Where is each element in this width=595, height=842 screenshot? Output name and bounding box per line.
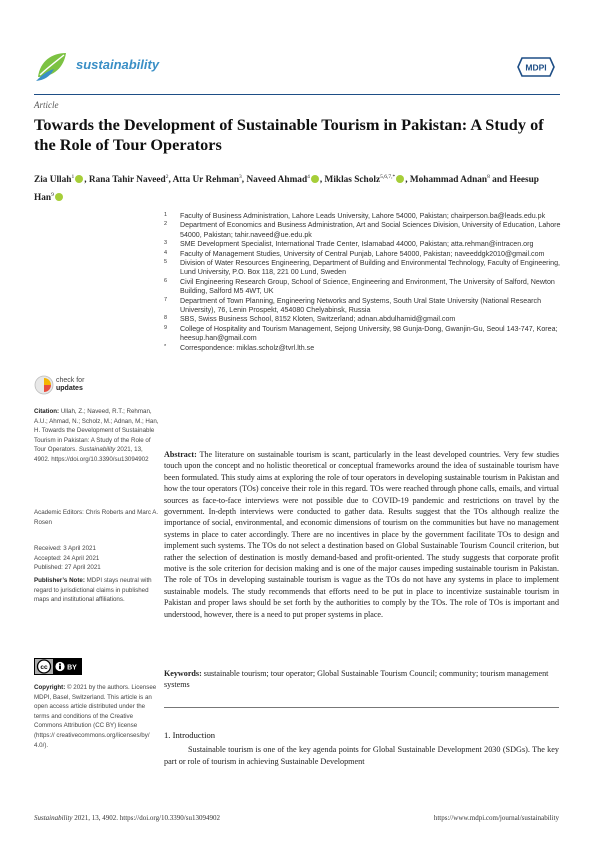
affiliation-number: * — [164, 343, 167, 350]
abstract — [164, 449, 559, 620]
footer-citation — [34, 814, 220, 822]
mdpi-logo[interactable] — [516, 56, 556, 78]
footer-journal: Sustainability — [34, 814, 73, 822]
citation-text: Ullah, Z.; Naveed, R.T.; Rehman, A.U.; Ahmad, N.; Scholz, M.; Adnan, M.; Han, H. Towards the Development of Sustainable Tourism in Pakistan: A Study of the Role of Tour Operators. — [34, 408, 159, 454]
footer-journal-url[interactable]: https://www.mdpi.com/journal/sustainability — [433, 814, 559, 822]
author-name[interactable]: Naveed Ahmad — [246, 175, 308, 186]
author-name[interactable]: Heesup Han — [34, 175, 539, 203]
affiliation-item — [164, 315, 564, 324]
journal-leaf-logo — [34, 47, 70, 83]
keywords-text: sustainable tourism; tour operator; Global Sustainable Tourism Council; community; tourism management systems — [164, 669, 549, 690]
journal-name[interactable]: sustainability — [76, 57, 160, 72]
keywords — [164, 668, 559, 691]
check-for-updates-line1: check for — [56, 377, 85, 384]
cc-by-text: BY — [67, 664, 77, 672]
check-for-updates-badge[interactable] — [34, 375, 114, 397]
author-affiliation-marker: 2 — [165, 174, 169, 180]
affiliation-text: Department of Economics and Business Administration, Art and Social Sciences Division, University of Education, Lahore 54000, Pakistan; tahir.naveed@ue.edu.pk — [180, 221, 561, 239]
affiliation-item — [164, 240, 564, 249]
author-affiliation-marker: 3 — [239, 174, 242, 180]
author-separator: , — [84, 175, 89, 186]
affiliation-text: Faculty of Business Administration, Lahore Leads University, Lahore 54000, Pakistan; chairperson.ba@leads.edu.pk — [180, 212, 546, 220]
copyright-label: Copyright: — [34, 684, 66, 691]
published-date: Published: 27 April 2021 — [34, 564, 101, 572]
paper-title: Towards the Development of Sustainable Tourism in Pakistan: A Study of the Role of Tour Operators — [34, 115, 544, 154]
affiliation-number: 8 — [164, 315, 168, 322]
cc-badge-text: cc — [40, 664, 48, 671]
publisher-note-label: Publisher’s Note: — [34, 577, 85, 584]
orcid-icon[interactable] — [311, 175, 319, 183]
cc-by-license-badge[interactable] — [34, 658, 82, 675]
author-separator: , — [241, 175, 247, 186]
check-for-updates-icon — [34, 375, 54, 395]
affiliation-number: 9 — [164, 324, 168, 331]
affiliation-item — [164, 297, 564, 316]
section-heading: 1. Introduction — [164, 730, 216, 740]
affiliation-number: 1 — [164, 212, 168, 218]
affiliation-number: 6 — [164, 277, 168, 284]
mdpi-logo-text: MDPI — [525, 62, 547, 73]
received-date: Received: 3 April 2021 — [34, 545, 96, 552]
author-affiliation-marker: 1 — [71, 174, 75, 180]
citation-block — [34, 407, 159, 465]
affiliation-item — [164, 278, 564, 297]
article-type: Article — [34, 100, 59, 110]
orcid-icon[interactable] — [75, 175, 83, 183]
affiliation-item — [164, 250, 564, 259]
author-name[interactable]: Mohammad Adnan — [409, 175, 488, 186]
author-separator: , — [319, 175, 325, 186]
author-separator: , — [168, 175, 173, 186]
keywords-label: Keywords: — [164, 669, 202, 678]
author-affiliation-marker: 8 — [487, 174, 490, 180]
affiliation-list — [164, 212, 564, 353]
abstract-text: The literature on sustainable tourism is scant, particularly in the least developed countries. Very few studies touch upon the concept and no holistic theoretical or conceptual frameworks around the idea of sustainable tourism have been formulated. This study aims at exploring the role of tour operators in developing sustainable tourism in Pakistan and how the tour operators (TOs) conceive their role in this regard. TOs were reached through phone calls, emails, and virtual sources as face-to-face interviews were not possible due to COVID-19 pandemic and restrictions on travel by the government. In-depth interviews were conducted to gather data. Results suggest that the TOs although realize the importance of social, environmental, and economic dimensions of tourism on the communities but have no management systems in place to cater accordingly. There are no incentives in place by the government facilitate TOs to design and implement such systems. The TOs do not select a destination based on Global Sustainable Tourism Council criterion, but rather the selection of destination is mostly demand-based and profit-oriented. The study suggests that corporate profit motive is the sole criterion for decision making and is one of the major causes impeding sustainable tourism in Pakistan. The role of TOs in developing sustainable tourism is vague as the TOs do not have any systems in place to implement sustainable models. The study recommends that efforts need to be put in place to incentivize sustainable tourism in Pakistan and proper laws should be set forth by the authorities to comply by the TOs. The role of TOs is important and understood, however, there is a need to put proper systems in place. — [164, 450, 559, 619]
academic-editors: Academic Editors: Chris Roberts and Marc A. Rosen — [34, 509, 159, 526]
author-name[interactable]: Miklas Scholz — [324, 175, 381, 186]
author-name[interactable]: Rana Tahir Naveed — [88, 175, 166, 186]
author-separator: and — [489, 175, 510, 186]
affiliation-number: 7 — [164, 296, 168, 303]
copyright-notice — [34, 683, 159, 750]
author-name[interactable]: Zia Ullah — [34, 175, 72, 186]
affiliation-number: 5 — [164, 259, 168, 266]
check-for-updates-line2: updates — [56, 385, 83, 392]
affiliation-item — [164, 212, 564, 221]
publisher-note-text: MDPI stays neutral with regard to jurisdictional claims in published maps and institutional affiliations. — [34, 577, 152, 604]
author-affiliation-marker: 5,6,7,* — [380, 174, 396, 180]
author-list — [34, 170, 559, 205]
publication-dates — [34, 544, 159, 573]
affiliation-text: Faculty of Management Studies, University of Central Punjab, Lahore 54000, Pakistan; naveeddgk2010@gmail.com — [180, 249, 545, 258]
affiliation-text: College of Hospitality and Tourism Management, Sejong University, 98 Gunja-Dong, Gwanjin-Gu, Seoul 143-747, Korea; heesup.han@gmail.com — [180, 324, 558, 343]
affiliation-item — [164, 221, 564, 240]
affiliation-item — [164, 325, 564, 344]
affiliation-text: Department of Town Planning, Engineering Networks and Systems, South Ural State University (National Research University), 76, Lenin Prospekt, 454080 Chelyabinsk, Russia — [180, 296, 542, 315]
author-affiliation-marker: 9 — [51, 191, 54, 198]
author-name[interactable]: Atta Ur Rehman — [172, 175, 240, 186]
affiliation-text: SME Development Specialist, International Trade Center, Islamabad 44000, Pakistan; atta.rehman@intracen.org — [180, 240, 534, 249]
affiliation-item — [164, 344, 564, 353]
citation-label: Citation: — [34, 408, 60, 415]
orcid-icon[interactable] — [55, 193, 63, 201]
affiliation-text: SBS, Swiss Business School, 8152 Kloten, Switzerland; adnan.abdulhamid@gmail.com — [180, 315, 456, 324]
affiliation-text: Civil Engineering Research Group, School of Science, Engineering and Environment, The University of Salford, Newton Building, Salford M5 4WT, UK — [180, 277, 555, 296]
header-rule — [34, 94, 560, 95]
citation-journal: Sustainability — [78, 446, 116, 454]
affiliation-number: 2 — [164, 221, 168, 228]
abstract-label: Abstract: — [164, 450, 197, 459]
affiliation-text: Correspondence: miklas.scholz@tvrl.lth.se — [180, 343, 315, 352]
author-affiliation-marker: 4 — [307, 174, 310, 180]
publisher-note — [34, 576, 159, 605]
footer-citation-text[interactable]: 2021, 13, 4902. https://doi.org/10.3390/su13094902 — [74, 814, 220, 822]
copyright-text: © 2021 by the authors. Licensee MDPI, Basel, Switzerland. This article is an open access article distributed under the terms and conditions of the Creative Commons Attribution (CC BY) license (https:// creativecommons.org/licenses/by/ 4.0/). — [34, 684, 157, 749]
affiliation-number: 3 — [164, 240, 168, 247]
citation-doi[interactable]: 2021, 13, 4902. https://doi.org/10.3390/su13094902 — [34, 446, 149, 463]
affiliation-number: 4 — [164, 249, 168, 256]
introduction-paragraph: Sustainable tourism is one of the key agenda points for Global Sustainable Development 2030 (SDGs). The key part or role of tourism in achieving Sustainable Development — [164, 745, 559, 766]
affiliation-item — [164, 259, 564, 278]
accepted-date: Accepted: 24 April 2021 — [34, 554, 100, 562]
orcid-icon[interactable] — [396, 175, 404, 183]
affiliation-text: Division of Water Resources Engineering, Department of Building and Environmental Technology, Faculty of Engineering, Lund University, P.O. Box 118, 221 00 Lund, Sweden — [180, 259, 560, 277]
section-divider — [164, 707, 559, 708]
author-separator: , — [405, 175, 410, 186]
